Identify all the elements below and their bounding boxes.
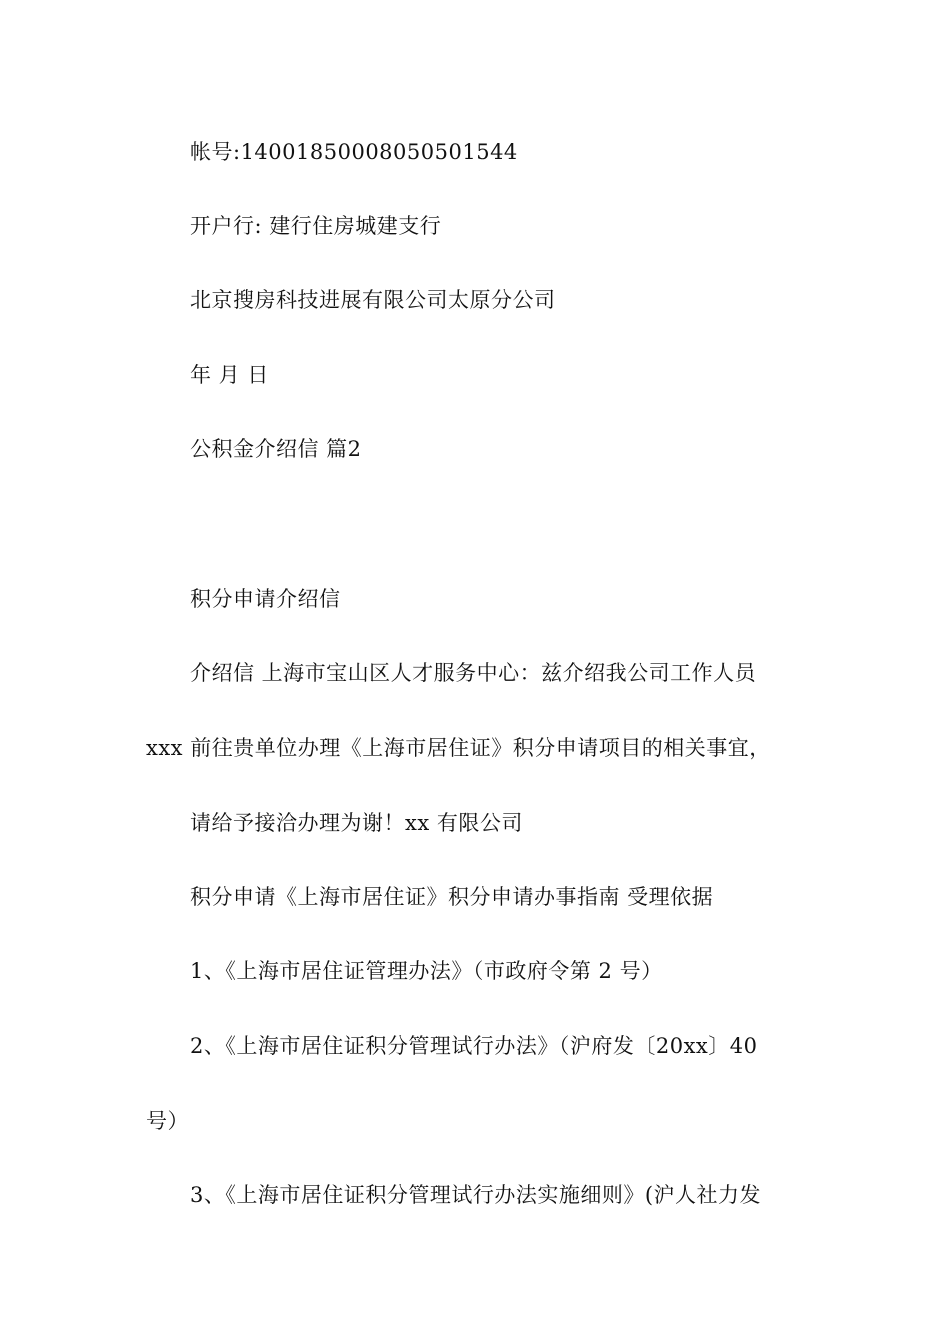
date-line: 年 月 日 xyxy=(190,363,269,387)
letter-title: 积分申请介绍信 xyxy=(190,587,341,611)
account-number-line: 帐号:14001850008050501544 xyxy=(190,140,518,164)
section-heading: 公积金介绍信 篇2 xyxy=(190,437,362,461)
list-item: 3、《上海市居住证积分管理试行办法实施细则》(沪人社力发 xyxy=(190,1183,762,1207)
list-item-continuation: 号） xyxy=(146,1109,189,1133)
paragraph-line: 请给予接洽办理为谢！xx 有限公司 xyxy=(190,811,523,835)
bank-branch-line: 开户行: 建行住房城建支行 xyxy=(190,214,442,238)
paragraph-line: xxx 前往贵单位办理《上海市居住证》积分申请项目的相关事宜， xyxy=(146,736,771,760)
company-name-line: 北京搜房科技进展有限公司太原分公司 xyxy=(190,288,556,312)
guide-heading: 积分申请《上海市居住证》积分申请办事指南 受理依据 xyxy=(190,885,714,909)
list-item: 1、《上海市居住证管理办法》（市政府令第 2 号） xyxy=(190,959,663,983)
list-item: 2、《上海市居住证积分管理试行办法》（沪府发〔20xx〕40 xyxy=(190,1034,758,1058)
paragraph-line: 介绍信 上海市宝山区人才服务中心：兹介绍我公司工作人员 xyxy=(190,661,757,685)
